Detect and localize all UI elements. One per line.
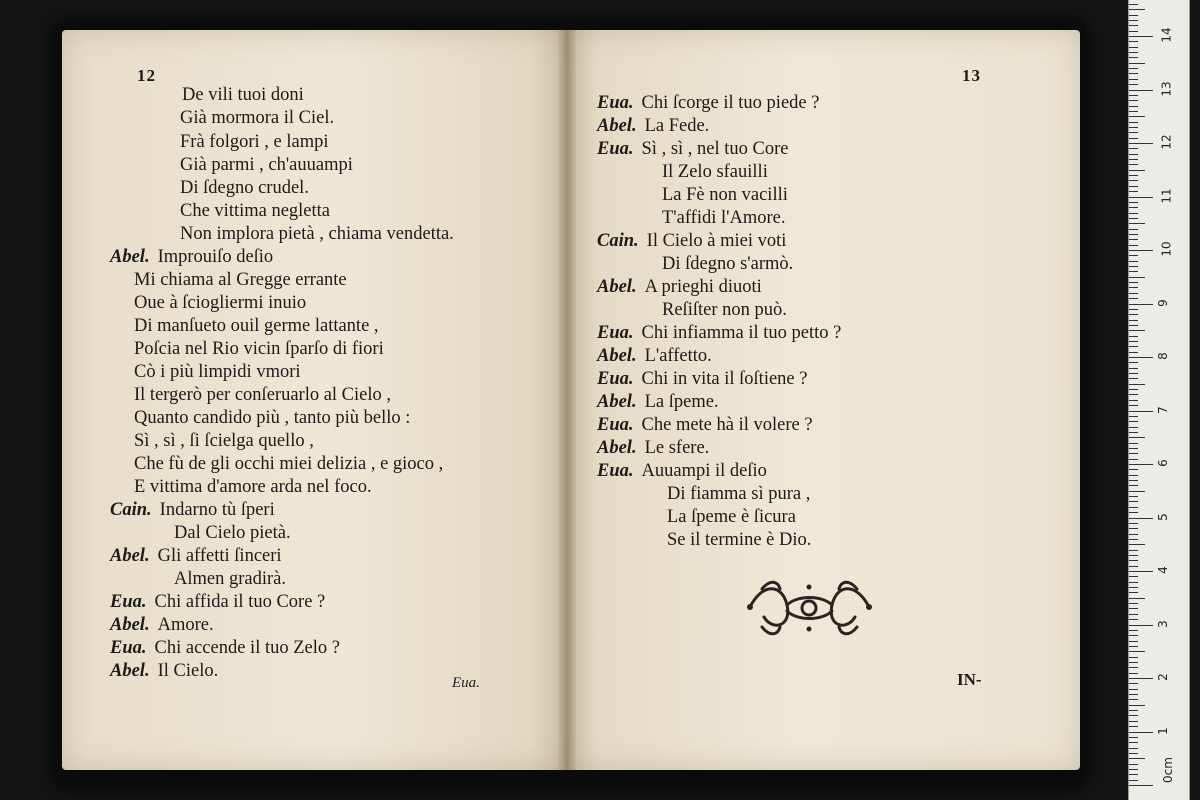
ruler-tick (1129, 368, 1138, 369)
ruler-tick (1129, 699, 1138, 700)
verse-line (597, 437, 709, 459)
verse-text: Sì , sì , ſi ſcielga quello , (134, 431, 314, 451)
ruler-tick (1129, 662, 1138, 663)
ruler-tick (1129, 234, 1138, 235)
ruler-tick (1129, 625, 1153, 626)
ruler-number: 11 (1159, 187, 1174, 204)
speaker-label: Abel. (597, 277, 637, 297)
ruler-tick (1129, 673, 1138, 674)
verse-text: Oue à ſciogliermi inuio (134, 293, 307, 313)
ruler-tick (1129, 710, 1138, 711)
verse-line (667, 483, 810, 505)
ruler-tick (1129, 501, 1138, 502)
ruler-tick (1129, 63, 1145, 64)
ruler-tick (1129, 250, 1153, 251)
ruler-tick (1129, 25, 1138, 26)
ruler-tick (1129, 4, 1138, 5)
ruler-tick (1129, 780, 1138, 781)
ruler-tick (1129, 485, 1138, 486)
verse-line (597, 391, 719, 413)
verse-line (134, 476, 372, 498)
ruler-tick (1129, 154, 1138, 155)
ruler-tick (1129, 132, 1138, 133)
ruler-tick (1129, 84, 1138, 85)
ruler-tick (1129, 748, 1138, 749)
ruler-tick (1129, 443, 1138, 444)
ruler-tick (1129, 496, 1138, 497)
ruler-tick (1129, 400, 1138, 401)
ruler-tick (1129, 764, 1138, 765)
ruler-tick (1129, 207, 1138, 208)
verse-text: La ſpeme. (644, 392, 719, 412)
ruler-tick (1129, 79, 1138, 80)
verse-text: Già mormora il Ciel. (180, 108, 335, 128)
verse-line (110, 637, 340, 659)
ruler-tick (1129, 758, 1145, 759)
ruler-tick (1129, 9, 1145, 10)
ruler-tick (1129, 293, 1138, 294)
speaker-label: Eua. (110, 638, 147, 658)
ruler-tick (1129, 90, 1153, 91)
speaker-label: Abel. (597, 346, 637, 366)
verse-line (597, 414, 813, 436)
verse-line (662, 207, 785, 229)
ruler-tick (1129, 213, 1138, 214)
verse-line (174, 522, 291, 544)
verse-line (667, 529, 811, 551)
ruler-tick (1129, 459, 1138, 460)
ruler-tick (1129, 571, 1153, 572)
ruler-tick (1129, 630, 1138, 631)
verse-text: Già parmi , ch'auuampi (180, 155, 353, 175)
ruler-tick (1129, 346, 1138, 347)
verse-line (597, 368, 807, 390)
ruler-tick (1129, 603, 1138, 604)
verse-line (597, 460, 767, 482)
ruler-tick (1129, 518, 1153, 519)
verse-line (134, 453, 443, 475)
ruler-tick (1129, 175, 1138, 176)
ruler-tick (1129, 523, 1138, 524)
ruler-tick (1129, 341, 1138, 342)
ruler-tick (1129, 336, 1138, 337)
verse-text: Reſiſter non può. (662, 300, 787, 320)
ruler-tick (1129, 432, 1138, 433)
ruler-tick (1129, 15, 1138, 16)
verse-text: L'affetto. (644, 346, 712, 366)
speaker-label: Abel. (597, 116, 637, 136)
ruler-tick (1129, 384, 1145, 385)
ruler-number: 4 (1155, 566, 1170, 574)
ruler-tick (1129, 191, 1138, 192)
ruler-tick (1129, 245, 1138, 246)
ruler-tick (1129, 705, 1145, 706)
ruler-tick (1129, 170, 1145, 171)
verse-line (597, 138, 789, 160)
ruler-tick (1129, 405, 1138, 406)
verse-text: E vittima d'amore arda nel foco. (134, 477, 372, 497)
verse-line (180, 200, 330, 222)
ruler-tick (1129, 566, 1138, 567)
ruler-tick (1129, 507, 1138, 508)
ruler-tick (1129, 721, 1138, 722)
verse-text: Che vittima negletta (180, 201, 331, 221)
verse-text: Le sfere. (644, 438, 710, 458)
verse-text: Di ſdegno crudel. (180, 178, 309, 198)
ruler-tick (1129, 512, 1138, 513)
verse-text: Chi infiamma il tuo petto ? (641, 323, 842, 343)
verse-line (662, 253, 793, 275)
speaker-label: Abel. (597, 392, 637, 412)
ruler-tick (1129, 261, 1138, 262)
verse-line (134, 338, 384, 360)
verse-text: De vili tuoi doni (182, 85, 304, 105)
verse-text: Chi in vita il ſoſtiene ? (641, 369, 808, 389)
verse-text: Poſcia nel Rio vicin ſparſo di fiori (134, 339, 384, 359)
ruler-tick (1129, 122, 1138, 123)
ruler-tick (1129, 576, 1138, 577)
verse-line (597, 276, 762, 298)
ruler-tick (1129, 614, 1138, 615)
ruler-tick (1129, 394, 1138, 395)
ruler-tick (1129, 330, 1145, 331)
ruler-number: 8 (1155, 352, 1170, 360)
ruler-tick (1129, 427, 1138, 428)
speaker-label: Eua. (597, 139, 634, 159)
verse-text: A prieghi diuoti (644, 277, 762, 297)
verse-text: Mi chiama al Gregge errante (134, 270, 347, 290)
ruler-tick (1129, 469, 1138, 470)
ruler-tick (1129, 448, 1138, 449)
ruler-tick (1129, 528, 1138, 529)
ruler-number: 13 (1159, 80, 1174, 97)
ruler-tick (1129, 651, 1145, 652)
verse-line (597, 345, 712, 367)
ruler-tick (1129, 57, 1138, 58)
speaker-label: Eua. (597, 369, 634, 389)
ruler-tick (1129, 298, 1138, 299)
ruler-tick (1129, 550, 1138, 551)
speaker-label: Abel. (110, 247, 150, 267)
measuring-ruler (1128, 0, 1190, 800)
speaker-label: Abel. (597, 438, 637, 458)
ruler-tick (1129, 164, 1138, 165)
ruler-tick (1129, 68, 1138, 69)
ruler-tick (1129, 52, 1138, 53)
ruler-tick (1129, 320, 1138, 321)
verse-text: Frà folgori , e lampi (180, 132, 329, 152)
ruler-tick (1129, 143, 1153, 144)
verse-line (134, 269, 347, 291)
ruler-tick (1129, 619, 1138, 620)
ruler-tick (1129, 769, 1138, 770)
ruler-tick (1129, 475, 1138, 476)
verse-line (134, 292, 306, 314)
ruler-tick (1129, 148, 1138, 149)
verse-line (110, 591, 325, 613)
ruler-number: 5 (1155, 512, 1170, 521)
verse-line (597, 115, 709, 137)
verse-line (110, 614, 214, 636)
verse-text: Dal Cielo pietà. (174, 523, 291, 543)
verse-text: Che fù de gli occhi miei delizia , e gioco , (134, 454, 444, 474)
ruler-tick (1129, 689, 1138, 690)
speaker-label: Cain. (110, 500, 152, 520)
ruler-tick (1129, 287, 1138, 288)
verse-line (134, 407, 410, 429)
verse-text: Di fiamma sì pura , (667, 484, 811, 504)
ruler-tick (1129, 36, 1153, 37)
verse-line (597, 230, 786, 252)
ruler-tick (1129, 116, 1145, 117)
ruler-tick (1129, 106, 1138, 107)
left-page (62, 30, 567, 770)
ruler-tick (1129, 753, 1138, 754)
ruler-number: 9 (1155, 298, 1170, 307)
ruler-tick (1129, 635, 1138, 636)
ruler-tick (1129, 138, 1138, 139)
verse-line (134, 430, 314, 452)
verse-line (662, 161, 768, 183)
verse-line (182, 84, 304, 106)
ruler-tick (1129, 47, 1138, 48)
verse-text: Il tergerò per conſeruarlo al Cielo , (134, 385, 392, 405)
ruler-tick (1129, 111, 1138, 112)
ruler-number: 0cm (1160, 757, 1175, 783)
ruler-tick (1129, 411, 1153, 412)
verse-text: Il Zelo sfauilli (662, 162, 768, 182)
verse-text: Improuiſo deſio (157, 247, 274, 267)
ruler-tick (1129, 197, 1153, 198)
verse-line (180, 131, 328, 153)
verse-line (134, 384, 391, 406)
ruler-tick (1129, 641, 1138, 642)
ruler-tick (1129, 223, 1145, 224)
speaker-label: Abel. (110, 661, 150, 681)
ruler-tick (1129, 180, 1138, 181)
ruler-tick (1129, 608, 1138, 609)
ruler-tick (1129, 31, 1138, 32)
ruler-tick (1129, 742, 1138, 743)
ruler-tick (1129, 646, 1138, 647)
ruler-tick (1129, 453, 1138, 454)
ruler-tick (1129, 592, 1138, 593)
verse-text: Quanto candido più , tanto più bello : (134, 408, 411, 428)
ruler-tick (1129, 587, 1138, 588)
speaker-label: Eua. (110, 592, 147, 612)
speaker-label: Abel. (110, 546, 150, 566)
ruler-tick (1129, 277, 1145, 278)
ruler-tick (1129, 266, 1138, 267)
verse-text: Chi affida il tuo Core ? (154, 592, 326, 612)
verse-line (597, 92, 819, 114)
verse-line (110, 545, 282, 567)
verse-line (662, 184, 788, 206)
ruler-tick (1129, 255, 1138, 256)
ruler-number: 7 (1155, 405, 1170, 414)
ruler-tick (1129, 159, 1138, 160)
verse-line (110, 246, 273, 268)
ruler-tick (1129, 732, 1153, 733)
verse-text: Il Cielo. (157, 661, 219, 681)
speaker-label: Cain. (597, 231, 639, 251)
ruler-number: 10 (1159, 241, 1174, 257)
ruler-tick (1129, 694, 1138, 695)
ruler-tick (1129, 421, 1138, 422)
ruler-tick (1129, 785, 1153, 786)
verse-line (597, 322, 841, 344)
ruler-tick (1129, 73, 1138, 74)
speaker-label: Eua. (597, 415, 634, 435)
ruler-tick (1129, 229, 1138, 230)
ruler-tick (1129, 774, 1138, 775)
verse-text: Non implora pietà , chiama vendetta. (180, 224, 454, 244)
ruler-tick (1129, 544, 1145, 545)
verse-text: T'affidi l'Amore. (662, 208, 786, 228)
verse-text: Di manſueto ouil germe lattante , (134, 316, 379, 336)
ruler-tick (1129, 218, 1138, 219)
verse-text: Che mete hà il volere ? (641, 415, 813, 435)
verse-text: Indarno tù ſperi (159, 500, 275, 520)
ruler-tick (1129, 362, 1138, 363)
ruler-tick (1129, 239, 1138, 240)
speaker-label: Abel. (110, 615, 150, 635)
ruler-tick (1129, 389, 1138, 390)
ruler-tick (1129, 95, 1138, 96)
ruler-tick (1129, 314, 1138, 315)
ruler-number: 1 (1155, 726, 1170, 735)
ruler-tick (1129, 271, 1138, 272)
ruler-tick (1129, 715, 1138, 716)
verse-text: La Fede. (644, 116, 710, 136)
speaker-label: Eua. (597, 93, 634, 113)
right-page (567, 30, 1080, 770)
ruler-tick (1129, 657, 1138, 658)
ruler-tick (1129, 41, 1138, 42)
speaker-label: Eua. (597, 323, 634, 343)
verse-line (180, 223, 454, 245)
ruler-tick (1129, 100, 1138, 101)
ruler-tick (1129, 202, 1138, 203)
ruler-tick (1129, 304, 1153, 305)
ruler-tick (1129, 437, 1145, 438)
verse-text: Il Cielo à miei voti (646, 231, 787, 251)
verse-text: La ſpeme è ſicura (667, 507, 796, 527)
verse-text: La Fè non vacilli (662, 185, 788, 205)
ruler-tick (1129, 464, 1153, 465)
verse-line (180, 154, 353, 176)
verse-text: Cò i più limpidi vmori (134, 362, 301, 382)
verse-text: Chi ſcorge il tuo piede ? (641, 93, 820, 113)
ruler-tick (1129, 357, 1153, 358)
ruler-tick (1129, 726, 1138, 727)
verse-text: Amore. (157, 615, 214, 635)
ruler-number: 2 (1155, 673, 1170, 681)
ruler-tick (1129, 598, 1145, 599)
verse-line (174, 568, 286, 590)
ruler-tick (1129, 20, 1138, 21)
ruler-tick (1129, 555, 1138, 556)
verse-line (180, 177, 309, 199)
ruler-tick (1129, 282, 1138, 283)
ruler-tick (1129, 373, 1138, 374)
ruler-tick (1129, 737, 1138, 738)
verse-text: Se il termine è Dio. (667, 530, 812, 550)
ruler-tick (1129, 480, 1138, 481)
ruler-tick (1129, 582, 1138, 583)
ruler-tick (1129, 560, 1138, 561)
ruler-tick (1129, 683, 1138, 684)
ruler-number: 3 (1155, 619, 1170, 628)
ruler-tick (1129, 667, 1138, 668)
verse-text: Di ſdegno s'armò. (662, 254, 794, 274)
ruler-tick (1129, 352, 1138, 353)
verse-text: Auuampi il deſio (641, 461, 767, 481)
verse-line (667, 506, 796, 528)
ruler-tick (1129, 491, 1145, 492)
verse-text: Chi accende il tuo Zelo ? (154, 638, 340, 658)
ruler-number: 6 (1155, 459, 1170, 467)
left-catchword: Eua. (452, 675, 480, 691)
verse-line (110, 499, 275, 521)
ruler-tick (1129, 534, 1138, 535)
right-catchword: IN- (957, 670, 982, 689)
verse-text: Gli affetti ſinceri (157, 546, 282, 566)
verse-line (180, 107, 334, 129)
left-page-number: 12 (137, 66, 156, 85)
verse-line (134, 361, 301, 383)
ruler-tick (1129, 325, 1138, 326)
verse-line (662, 299, 787, 321)
right-page-number: 13 (962, 66, 981, 85)
ornament-icon (742, 575, 877, 640)
ruler-tick (1129, 416, 1138, 417)
ruler-number: 14 (1159, 27, 1174, 43)
speaker-label: Eua. (597, 461, 634, 481)
ruler-tick (1129, 378, 1138, 379)
ruler-tick (1129, 127, 1138, 128)
verse-line (110, 660, 218, 682)
verse-text: Sì , sì , nel tuo Core (641, 139, 789, 159)
ruler-tick (1129, 186, 1138, 187)
verse-line (134, 315, 379, 337)
ruler-tick (1129, 678, 1153, 679)
ruler-tick (1129, 539, 1138, 540)
ruler-tick (1129, 309, 1138, 310)
verse-text: Almen gradirà. (174, 569, 286, 589)
ruler-number: 12 (1159, 134, 1174, 150)
book-gutter (558, 30, 576, 770)
